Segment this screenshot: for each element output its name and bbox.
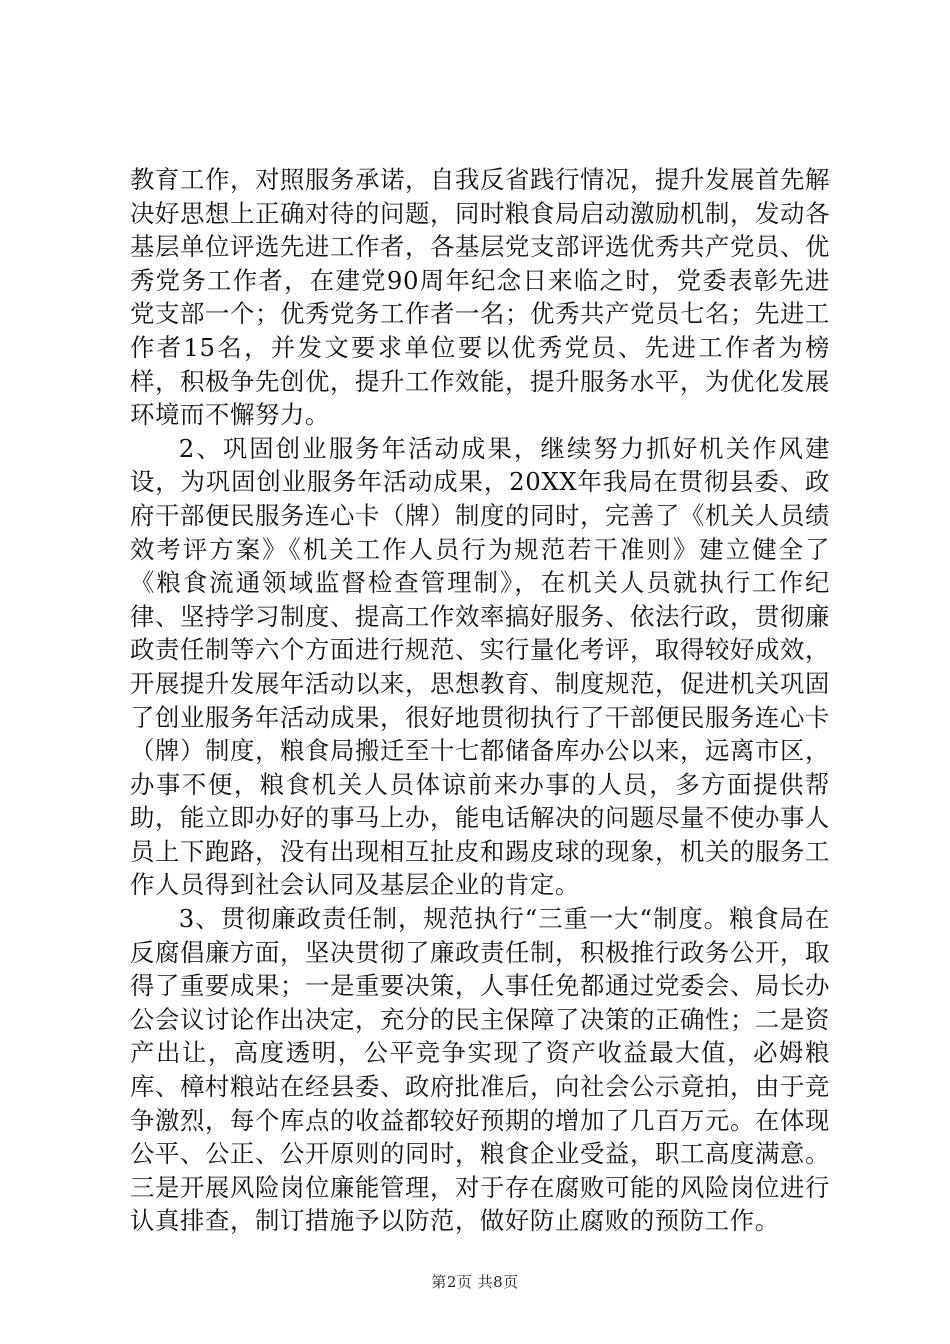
paragraph-1: 教育工作，对照服务承诺，自我反省践行情况，提升发展首先解决好思想上正确对待的问题，同时粮食局启动激励机制，发动各基层单位评选先进工作者，各基层党支部评选优秀共产党员、优秀党务工作者，在建党90周年纪念日来临之时，党委表彰先进党支部一个；优秀党务工作者一名；优秀共产党员七名；先进工作者15名，并发文要求单位要以优秀党员、先进工作者为榜样，积极争先创优，提升工作效能，提升服务水平，为优化发展环境而不懈努力。 [130, 165, 830, 430]
document-body [130, 163, 830, 1238]
page-footer: 第2页 共8页 [431, 1273, 519, 1291]
paragraph-2: 2、巩固创业服务年活动成果，继续努力抓好机关作风建设，为巩固创业服务年活动成果，20XX年我局在贯彻县委、政府干部便民服务连心卡（牌）制度的同时，完善了《机关人员绩效考评方案》《机关工作人员行为规范若干准则》建立健全了《粮食流通领域监督检查管理制》，在机关人员就执行工作纪律、坚持学习制度、提高工作效率搞好服务、依法行政，贯彻廉政责任制等六个方面进行规范、实行量化考评，取得较好成效，开展提升发展年活动以来，思想教育、制度规范，促进机关巩固了创业服务年活动成果，很好地贯彻执行了干部便民服务连心卡（牌）制度，粮食局搬迁至十七都储备库办公以来，远离市区，办事不便，粮食机关人员体谅前来办事的人员，多方面提供帮助，能立即办好的事马上办，能电话解决的问题尽量不使办事人员上下跑路，没有出现相互扯皮和踢皮球的现象，机关的服务工作人员得到社会认同及基层企业的肯定。 [130, 433, 830, 900]
paragraph-3: 3、贯彻廉政责任制，规范执行“三重一大“制度。粮食局在反腐倡廉方面，坚决贯彻了廉政责任制，积极推行政务公开，取得了重要成果；一是重要决策，人事任免都通过党委会、局长办公会议讨论作出决定，充分的民主保障了决策的正确性；二是资产出让，高度透明，公平竞争实现了资产收益最大值，必姆粮库、樟村粮站在经县委、政府批准后，向社会公示竟拍，由于竞争激烈，每个库点的收益都较好预期的增加了几百万元。在体现公平、公正、公开原则的同时，粮食企业受益，职工高度满意。三是开展风险岗位廉能管理，对于存在腐败可能的风险岗位进行认真排查，制订措施予以防范，做好防止腐败的预防工作。 [130, 904, 830, 1236]
